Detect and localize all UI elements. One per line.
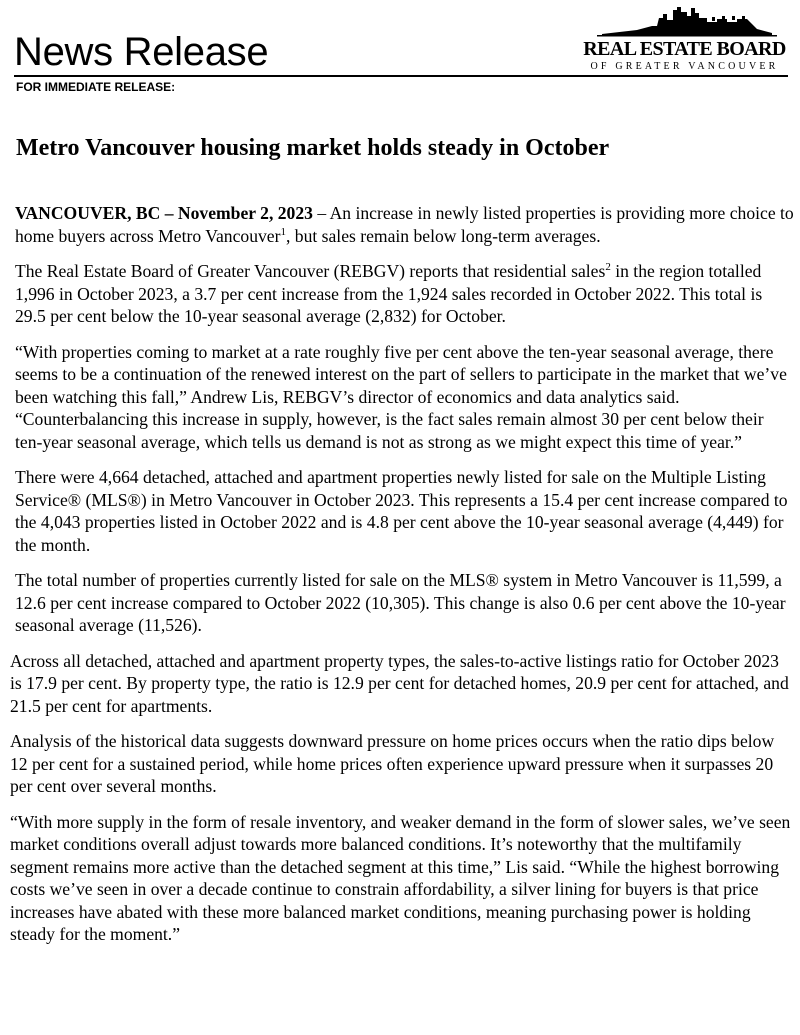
paragraph-7: Analysis of the historical data suggests downward pressure on home prices occurs when the ratio dips below 12 per cent for a sustained period, while home prices often experience upward pressure when it surpasses 20 per cent over several months. — [10, 731, 775, 796]
logo-name: REAL ESTATE BOARD — [583, 38, 786, 60]
paragraph-5: The total number of properties currently listed for sale on the MLS® system in Metro Vancouver is 11,599, a 12.6 per cent increase compared to October 2022 (10,305). This change is also 0.6 per cent above the 10-year seasonal average (11,526). — [15, 570, 786, 635]
page-title: News Release — [14, 30, 269, 74]
release-note: FOR IMMEDIATE RELEASE: — [16, 80, 176, 94]
paragraph-2 — [15, 260, 795, 328]
paragraph-2-text-a: The Real Estate Board of Greater Vancouver (REBGV) reports that residential sales — [15, 261, 606, 281]
paragraph-3: “With properties coming to market at a rate roughly five per cent above the ten-year seasonal average, there seems to be a continuation of the renewed interest on the part of sellers to participate in the market that we’ve been watching this fall,” Andrew Lis, REBGV’s director of economics and data analytics said. “Counterbalancing this increase in supply, however, is the fact sales remain almost 30 per cent below their ten-year seasonal average, which tells us demand is not as strong as we might expect this time of year.” — [15, 341, 787, 452]
paragraph-1-text-a: – An increase in newly listed properties is providing more choice to home buyers across Metro Vancouver — [15, 203, 794, 246]
article-body — [10, 202, 795, 959]
headline: Metro Vancouver housing market holds steady in October — [16, 135, 610, 161]
skyline-icon — [577, 4, 792, 38]
paragraph-4: There were 4,664 detached, attached and apartment properties newly listed for sale on the Multiple Listing Service® (MLS®) in Metro Vancouver in October 2023. This represents a 15.4 per cent increase compared to the 4,043 properties listed in October 2022 and is 4.8 per cent above the 10-year seasonal average (4,449) for the month. — [15, 467, 788, 555]
paragraph-6: Across all detached, attached and apartment property types, the sales-to-active listings ratio for October 2023 is 17.9 per cent. By property type, the ratio is 12.9 per cent for detached homes, 20.9 per cent for attached, and 21.5 per cent for apartments. — [10, 650, 789, 716]
paragraph-1-text-b: , but sales remain below long-term averages. — [285, 225, 601, 246]
paragraph-2-text-b: in the region totalled 1,996 in October 2023, a 3.7 per cent increase from the 1,924 sales recorded in October 2022. This total is 29.5 per cent below the 10-year seasonal average (2,832) for October. — [15, 261, 763, 326]
rebgv-logo — [577, 4, 792, 76]
paragraph-1 — [15, 202, 795, 247]
footnote-1: 1 — [280, 225, 286, 238]
paragraph-8: “With more supply in the form of resale inventory, and weaker demand in the form of slower sales, we’ve seen market conditions overall adjust towards more balanced conditions. It’s noteworthy that the multifamily segment remains more active than the detached segment at this time,” Lis said. “While the highest borrowing costs we’ve seen in over a decade continue to constrain affordability, a silver lining for buyers is that price increases have abated with these more balanced market conditions, meaning purchasing power is holding steady for the moment.” — [10, 811, 791, 944]
footnote-2: 2 — [605, 261, 611, 274]
dateline: VANCOUVER, BC – November 2, 2023 — [15, 203, 313, 223]
logo-tagline: OF GREATER VANCOUVER — [590, 61, 779, 72]
